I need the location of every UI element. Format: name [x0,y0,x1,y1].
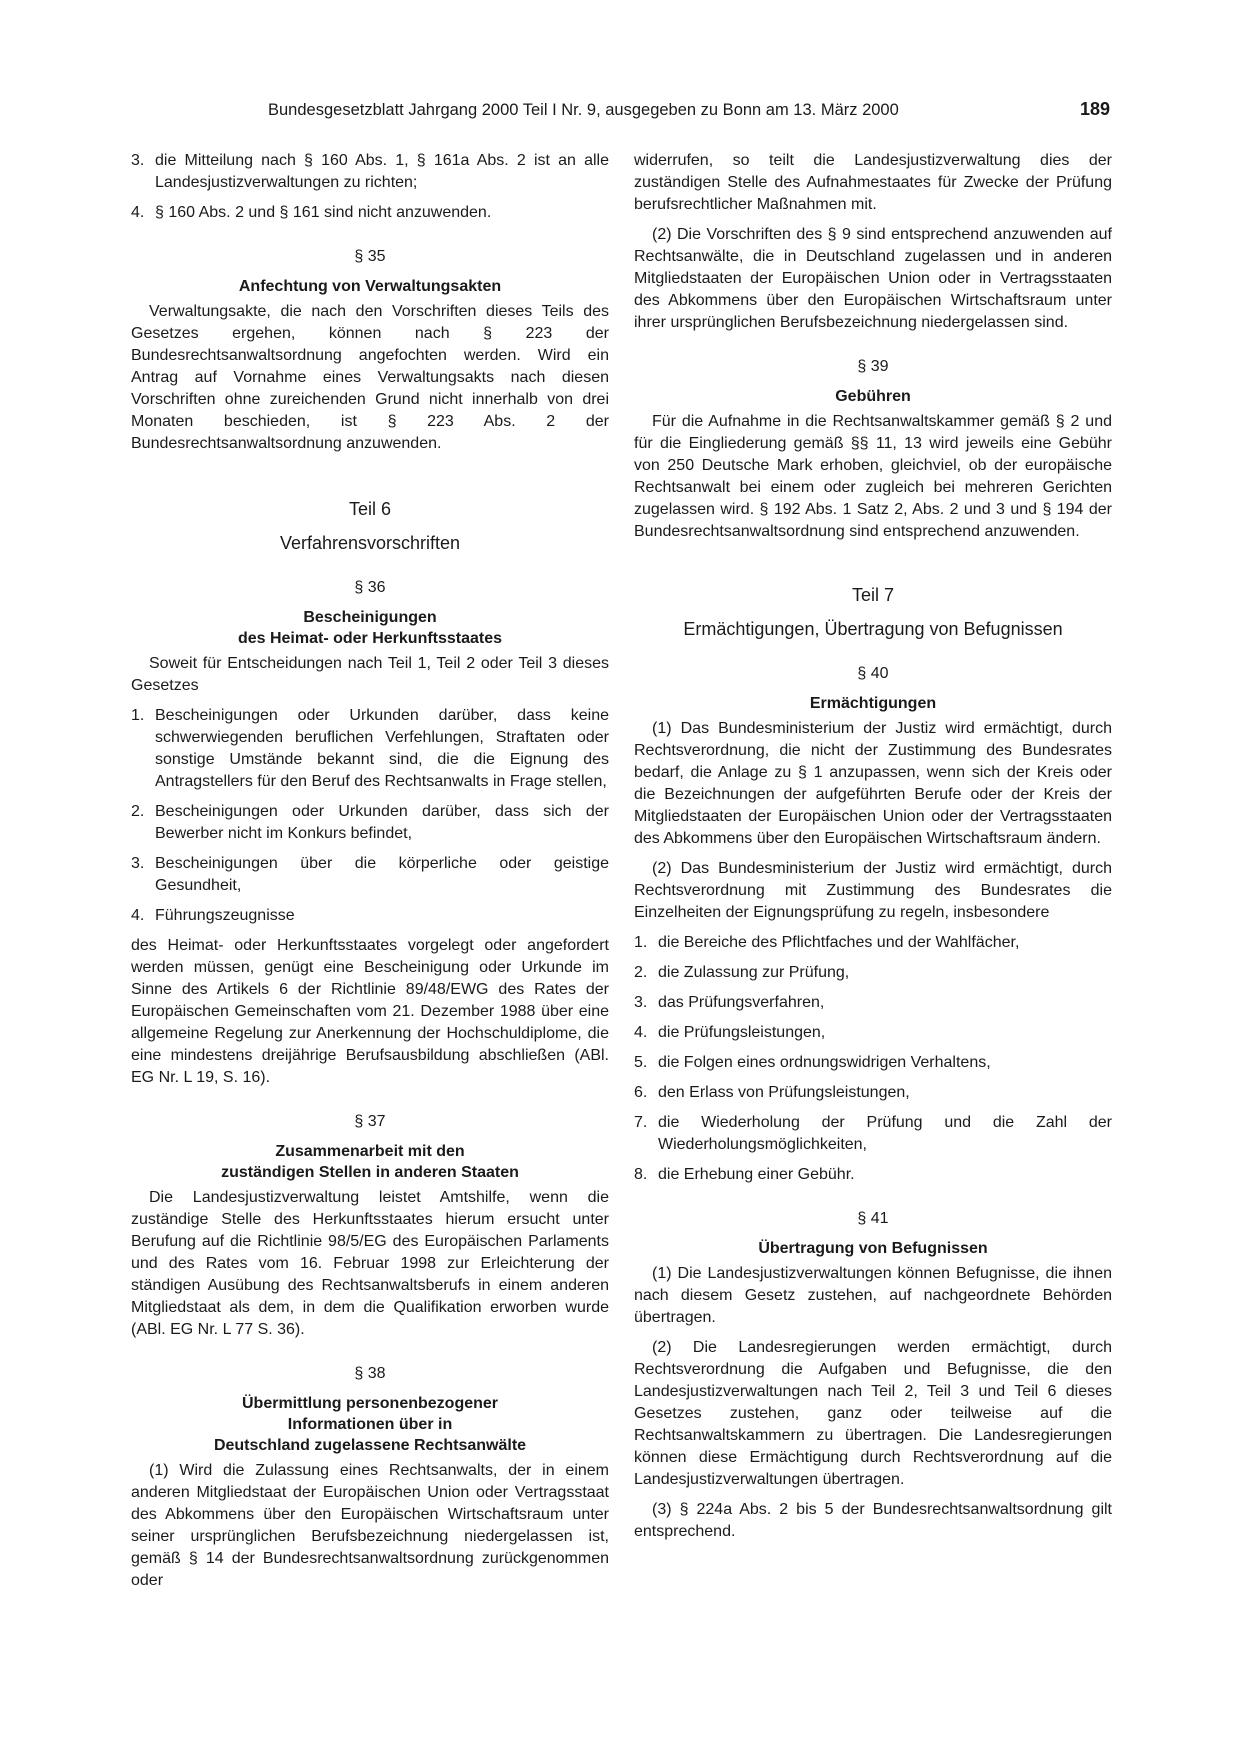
list-item: 1. die Bereiche des Pflichtfaches und der Wahlfächer, [634,934,1020,951]
paragraph: Verwaltungsakte, die nach den Vorschriften dieses Teils des Gesetzes ergehen, können nach § 223 der Bundesrechtsanwaltsordnung angefochten werden. Wird ein Antrag auf Vornahme eines Verwaltungsakts nach diesen Vorschriften ohne zureichenden Grund nicht innerhalb von drei Monaten beschieden, ist § 223 Abs. 2 der Bundesrechtsanwaltsordnung anzuwenden. [131,303,609,452]
list-item: 1. Bescheinigungen oder Urkunden darüber, dass keine schwerwiegenden beruflichen Verfehlungen, Straftaten oder sonstige Umstände bekannt sind, die die Eignung des Antragstellers für den Beruf des Rechtsanwalts in Frage stellen, [131,707,609,790]
part-label: Teil 6 [348,499,392,519]
section-title: Deutschland zugelassene Rechtsanwälte [213,1437,527,1454]
header-title: Bundesgesetzblatt Jahrgang 2000 Teil I Nr. 9, ausgegeben zu Bonn am 13. März 2000 [268,101,899,119]
section-title: zuständigen Stellen in anderen Staaten [221,1164,519,1181]
list-item: 5. die Folgen eines ordnungswidrigen Verhaltens, [634,1054,991,1071]
section-number: § 38 [354,1365,386,1382]
section-number: § 36 [354,579,386,596]
page-number: 189 [1079,99,1110,119]
list-item: 3. das Prüfungsverfahren, [634,994,825,1011]
list-item: 3. die Mitteilung nach § 160 Abs. 1, § 161a Abs. 2 ist an alle Landesjustizverwaltungen zu richten; [131,152,609,191]
list-item: 2. die Zulassung zur Prüfung, [634,964,850,981]
list-item: 4. § 160 Abs. 2 und § 161 sind nicht anzuwenden. [131,204,492,221]
paragraph: (3) § 224a Abs. 2 bis 5 der Bundesrechtsanwaltsordnung gilt entsprechend. [634,1501,1112,1540]
paragraph: Die Landesjustizverwaltung leistet Amtshilfe, wenn die zuständige Stelle des Herkunftsstaates hierum ersucht unter Berufung auf die Richtlinie 98/5/EG des Europäischen Parlaments und des Rates vom 16. Februar 1998 zur Erleichterung der ständigen Ausübung des Rechtsanwaltsberufs in einem anderen Mitgliedstaat als dem, in dem die Qualifikation erworben wurde (ABl. EG Nr. L 77 S. 36). [131,1189,609,1338]
section-title: des Heimat- oder Herkunftsstaates [237,630,503,647]
list-item: 4. die Prüfungsleistungen, [634,1024,826,1041]
section-title: Zusammenarbeit mit den [275,1143,465,1160]
paragraph: Soweit für Entscheidungen nach Teil 1, Teil 2 oder Teil 3 dieses Gesetzes [131,655,609,694]
section-number: § 40 [857,665,889,682]
section-number: § 37 [354,1113,386,1130]
part-label: Teil 7 [851,585,895,605]
section-title: Informationen über in [287,1416,453,1433]
paragraph: des Heimat- oder Herkunftsstaates vorgelegt oder angefordert werden müssen, genügt eine Bescheinigung oder Urkunde im Sinne des Artikels 6 der Richtlinie 89/48/EWG des Rates der Europäischen Gemeinschaften vom 21. Dezember 1988 über eine allgemeine Regelung zur Anerkennung der Hochschuldiplome, die eine mindestens dreijährige Berufsausbildung abschließen (ABl. EG Nr. L 19, S. 16). [131,937,609,1086]
part-title: Verfahrensvorschriften [279,533,461,553]
section-title: Übertragung von Befugnissen [758,1240,988,1257]
paragraph: (2) Das Bundesministerium der Justiz wird ermächtigt, durch Rechtsverordnung mit Zustimmung des Bundesrates die Einzelheiten der Eignungsprüfung zu regeln, insbesondere [634,860,1112,921]
paragraph: (1) Das Bundesministerium der Justiz wird ermächtigt, durch Rechtsverordnung, die nicht der Zustimmung des Bundesrates bedarf, die Anlage zu § 1 anzupassen, wenn sich der Kreis oder die Bezeichnungen der aufgeführten Berufe oder der Kreis der Mitgliedstaaten der Europäischen Union oder der Vertragsstaaten des Abkommens über den Europäischen Wirtschaftsraum ändern. [634,720,1112,847]
paragraph: (1) Wird die Zulassung eines Rechtsanwalts, der in einem anderen Mitgliedstaat der Europäischen Union oder Vertragsstaat des Abkommens über den Europäischen Wirtschaftsraum unter seiner ursprünglichen Berufsbezeichnung niedergelassen ist, gemäß § 14 der Bundesrechtsanwaltsordnung zurückgenommen oder [131,1462,609,1589]
section-title: Übermittlung personenbezogener [241,1395,499,1412]
section-title: Anfechtung von Verwaltungsakten [238,278,502,295]
section-number: § 39 [857,358,889,375]
section-number: § 35 [354,248,386,265]
list-item: 8. die Erhebung einer Gebühr. [634,1166,855,1183]
list-item: 6. den Erlass von Prüfungsleistungen, [634,1084,910,1101]
list-item: 3. Bescheinigungen über die körperliche oder geistige Gesundheit, [131,855,609,894]
paragraph: widerrufen, so teilt die Landesjustizverwaltung dies der zuständigen Stelle des Aufnahmestaates für Zwecke der Prüfung berufsrechtlicher Maßnahmen mit. [634,152,1112,213]
left-column [131,150,609,1600]
part-title: Ermächtigungen, Übertragung von Befugnissen [683,619,1063,639]
paragraph: (1) Die Landesjustizverwaltungen können Befugnisse, die ihnen nach diesem Gesetz zustehen, auf nachgeordnete Behörden übertragen. [634,1265,1112,1326]
section-title: Bescheinigungen [303,609,437,626]
list-item: 4. Führungszeugnisse [131,907,295,924]
list-item: 2. Bescheinigungen oder Urkunden darüber, dass sich der Bewerber nicht im Konkurs befindet, [131,803,609,842]
page-header [130,99,1110,123]
section-number: § 41 [857,1210,889,1227]
section-title: Gebühren [835,388,911,405]
paragraph: (2) Die Landesregierungen werden ermächtigt, durch Rechtsverordnung die Aufgaben und Befugnisse, die den Landesjustizverwaltungen nach Teil 2, Teil 3 und Teil 6 dieses Gesetzes zustehen, ganz oder teilweise auf die Rechtsanwaltskammern zu übertragen. Die Landesregierungen können diese Ermächtigung durch Rechtsverordnung auf die Landesjustizverwaltungen übertragen. [634,1339,1112,1488]
list-item: 7. die Wiederholung der Prüfung und die Zahl der Wiederholungsmöglichkeiten, [634,1114,1112,1153]
section-title: Ermächtigungen [809,695,937,712]
right-column [634,150,1112,1551]
paragraph: (2) Die Vorschriften des § 9 sind entsprechend anzuwenden auf Rechtsanwälte, die in Deutschland zugelassen und in anderen Mitgliedstaaten der Europäischen Union oder in Vertragsstaaten des Abkommens über den Europäischen Wirtschaftsraum unter ihrer ursprünglichen Berufsbezeichnung niedergelassen sind. [634,226,1112,331]
paragraph: Für die Aufnahme in die Rechtsanwaltskammer gemäß § 2 und für die Eingliederung gemäß §§ 11, 13 wird jeweils eine Gebühr von 250 Deutsche Mark erhoben, gleichviel, ob der europäische Rechtsanwalt bei einem oder zugleich bei mehreren Gerichten zugelassen wird. § 192 Abs. 1 Satz 2, Abs. 2 und 3 und § 194 der Bundesrechtsanwaltsordnung sind entsprechend anzuwenden. [634,413,1112,540]
